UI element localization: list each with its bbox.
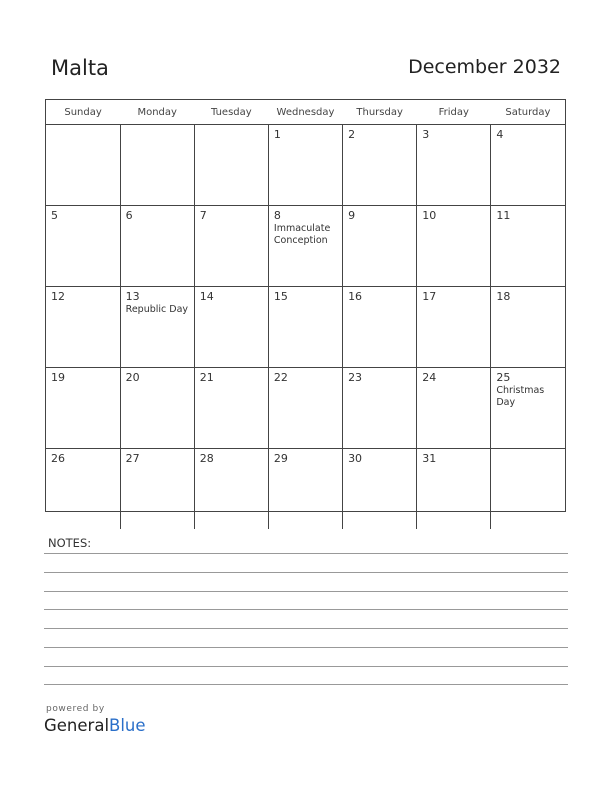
week-row <box>46 206 565 287</box>
day-cell <box>194 125 268 206</box>
day-number: 14 <box>199 290 214 303</box>
weekday-header: Monday <box>120 100 194 125</box>
brand-name-part2: Blue <box>109 716 146 735</box>
day-cell <box>491 125 565 206</box>
weekday-header-row <box>46 100 565 125</box>
day-cell <box>343 449 417 530</box>
day-number: 29 <box>273 452 288 465</box>
day-cell <box>491 449 565 530</box>
day-cell <box>46 125 120 206</box>
day-cell <box>120 449 194 530</box>
day-number: 26 <box>51 452 65 465</box>
holiday-label: Republic Day <box>125 304 189 315</box>
day-cell <box>491 368 565 449</box>
day-number: 10 <box>422 209 437 222</box>
day-number: 27 <box>125 452 140 465</box>
day-number: 2 <box>348 128 356 141</box>
weekday-header: Friday <box>417 100 491 125</box>
day-cell <box>417 287 491 368</box>
note-line <box>44 591 568 592</box>
day-number: 3 <box>422 128 430 141</box>
day-number: 30 <box>348 452 363 465</box>
day-number: 17 <box>422 290 437 303</box>
calendar-body <box>46 125 565 530</box>
day-cell <box>46 449 120 530</box>
day-number: 24 <box>422 371 437 384</box>
day-cell <box>46 287 120 368</box>
note-line <box>44 553 568 554</box>
day-cell <box>268 287 342 368</box>
day-number: 12 <box>51 290 65 303</box>
day-number: 1 <box>273 128 281 141</box>
day-cell <box>120 368 194 449</box>
note-line <box>44 628 568 629</box>
day-number: 18 <box>496 290 511 303</box>
week-row <box>46 449 565 530</box>
day-cell <box>491 287 565 368</box>
day-cell <box>268 125 342 206</box>
calendar-table <box>46 100 565 529</box>
day-cell <box>120 287 194 368</box>
day-number: 5 <box>51 209 58 222</box>
day-number: 16 <box>348 290 363 303</box>
day-cell <box>194 449 268 530</box>
day-number: 11 <box>496 209 511 222</box>
day-cell <box>491 206 565 287</box>
day-cell <box>417 206 491 287</box>
day-cell <box>417 368 491 449</box>
day-number: 9 <box>348 209 356 222</box>
generalblue-logo <box>44 716 146 735</box>
day-number: 20 <box>125 371 140 384</box>
powered-by-text: powered by <box>46 704 105 714</box>
day-cell <box>46 206 120 287</box>
day-number: 15 <box>273 290 288 303</box>
week-row <box>46 125 565 206</box>
note-line <box>44 647 568 648</box>
day-number: 28 <box>199 452 214 465</box>
day-cell <box>194 287 268 368</box>
holiday-label: Immaculate Conception <box>273 223 331 246</box>
day-number: 8 <box>273 209 281 222</box>
week-row <box>46 368 565 449</box>
day-cell <box>46 368 120 449</box>
day-cell <box>343 206 417 287</box>
day-cell <box>343 287 417 368</box>
day-number: 31 <box>422 452 437 465</box>
day-number: 22 <box>273 371 288 384</box>
note-line <box>44 684 568 685</box>
weekday-header: Thursday <box>343 100 417 125</box>
note-line <box>44 609 568 610</box>
holiday-label: Christmas Day <box>496 385 545 408</box>
day-number: 25 <box>496 371 511 384</box>
day-cell <box>417 449 491 530</box>
month-year-title: December 2032 <box>408 56 561 78</box>
day-cell <box>268 206 342 287</box>
weekday-header: Tuesday <box>194 100 268 125</box>
country-title: Malta <box>51 56 109 80</box>
day-cell <box>194 368 268 449</box>
weekday-header: Sunday <box>46 100 120 125</box>
weekday-header: Saturday <box>491 100 565 125</box>
weekday-header: Wednesday <box>268 100 342 125</box>
day-number: 4 <box>496 128 504 141</box>
week-row <box>46 287 565 368</box>
notes-label: NOTES: <box>48 536 92 550</box>
day-cell <box>268 449 342 530</box>
day-number: 6 <box>125 209 133 222</box>
day-cell <box>417 125 491 206</box>
brand-name-part1: General <box>44 716 110 735</box>
note-line <box>44 572 568 573</box>
day-number: 13 <box>125 290 140 303</box>
day-cell <box>120 125 194 206</box>
day-number: 21 <box>199 371 214 384</box>
day-cell <box>120 206 194 287</box>
day-cell <box>343 368 417 449</box>
day-cell <box>343 125 417 206</box>
day-number: 23 <box>348 371 363 384</box>
day-number: 19 <box>51 371 65 384</box>
note-line <box>44 666 568 667</box>
day-cell <box>268 368 342 449</box>
day-number: 7 <box>199 209 207 222</box>
day-cell <box>194 206 268 287</box>
calendar-grid <box>45 99 566 512</box>
